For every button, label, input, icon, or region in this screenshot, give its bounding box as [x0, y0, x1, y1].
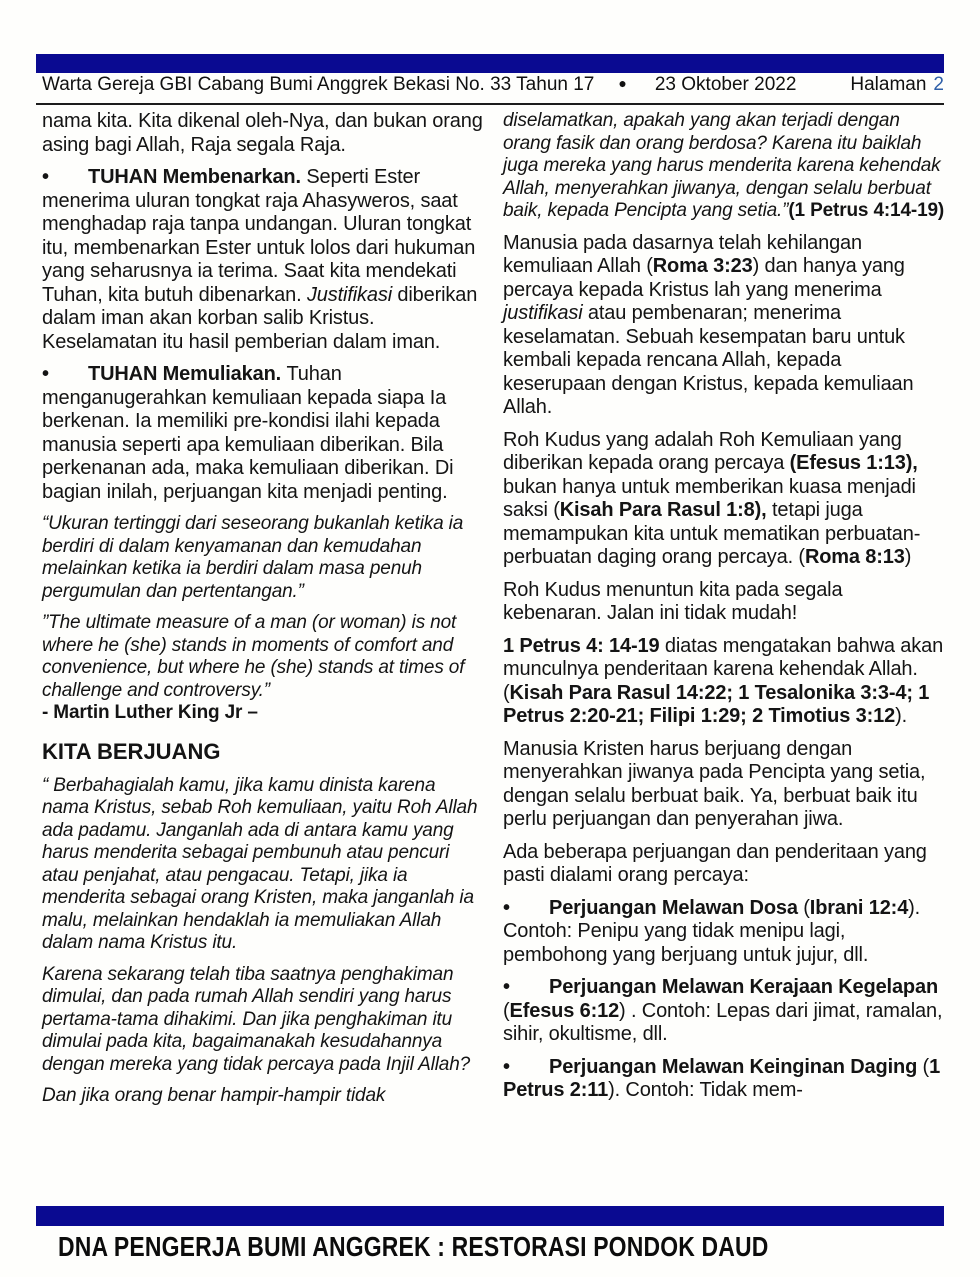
paragraph	[42, 110, 484, 157]
text-run: (	[803, 896, 810, 919]
quote-paragraph	[42, 612, 484, 725]
text-run: ) dan hanya yang percaya kepada Kristus lah yang menerima	[503, 255, 905, 301]
text-run: (	[503, 999, 510, 1022]
text-run: ”The ultimate measure of a man (or woman) is not where he (she) stands in moments of comfort and convenience, but where he (she) stands at times of challenge and controversy.”	[42, 612, 465, 701]
quote-paragraph	[42, 964, 484, 1077]
text-run: Justifikasi	[306, 283, 392, 306]
text-run: “Ukuran tertinggi dari seseorang bukanlah ketika ia berdiri di dalam kenyamanan dan kemudahan melainkan ketika ia berdiri dalam masa penuh pergumulan dan pertentangan.”	[42, 513, 464, 602]
text-run: Roma 3:23	[652, 255, 753, 277]
paragraph	[503, 841, 945, 888]
text-run: TUHAN Memuliakan.	[88, 363, 287, 385]
article-body	[42, 110, 945, 1117]
section-heading	[42, 740, 484, 764]
bullet-item	[42, 166, 484, 354]
text-run: diberikan dalam iman akan korban salib Kristus. Keselamatan itu hasil pemberian dalam iman.	[42, 283, 478, 353]
bullet-item	[503, 976, 945, 1047]
text-run: nama kita. Kita dikenal oleh-Nya, dan bukan orang asing bagi Allah, Raja segala Raja.	[42, 110, 483, 156]
text-run: Perjuangan Melawan Kerajaan Kegelapan	[549, 976, 939, 998]
text-run: Ibrani 12:4	[809, 896, 909, 919]
text-run: ). Contoh: Penipu yang tidak menipu lagi, pembohong yang berjuang untuk jujur, dll.	[503, 896, 921, 966]
text-run: Roh Kudus menuntun kita pada segala kebenaran. Jalan ini tidak mudah!	[503, 578, 843, 624]
bullet-item	[503, 897, 945, 968]
top-accent-bar	[36, 54, 944, 73]
page-indicator	[850, 74, 944, 96]
text-run: Efesus 6:12	[509, 999, 620, 1022]
bullet-marker: •	[503, 1055, 510, 1078]
header-separator-dot: ●	[618, 75, 627, 91]
paragraph	[503, 232, 945, 420]
bullet-item	[42, 363, 484, 504]
text-run: KITA BERJUANG	[42, 738, 221, 764]
text-run: 1 Petrus 2:11	[503, 1055, 941, 1101]
bottom-accent-bar	[36, 1206, 944, 1226]
text-run: Manusia pada dasarnya telah kehilangan kemuliaan Allah (	[503, 231, 863, 277]
text-run: bukan hanya untuk memberikan kuasa menjadi saksi (	[503, 475, 916, 521]
newsletter-title: Warta Gereja GBI Cabang Bumi Anggrek Bekasi No. 33 Tahun 17	[42, 74, 595, 95]
text-run: Seperti Ester menerima uluran tongkat raja Ahasyweros, saat menghadap raja tanpa undangan. Uluran tongkat itu, membenarkan Ester untuk lolos dari hukuman yang seharusnya ia terima. Saat kita mendekati Tuhan, kita butuh dibenarkan.	[42, 166, 476, 306]
page-label: Halaman	[850, 74, 927, 95]
page-number: 2	[933, 74, 944, 95]
text-run: 1 Petrus 4: 14-19	[503, 634, 660, 657]
paragraph	[503, 579, 945, 626]
footer-headline: DNA PENGERJA BUMI ANGGREK : RESTORASI PONDOK DAUD	[58, 1231, 769, 1262]
text-run: (Efesus 1:13),	[789, 452, 918, 474]
text-run: Manusia Kristen harus berjuang dengan menyerahkan jiwanya pada Pencipta yang setia, dengan selalu berbuat baik. Ya, berbuat baik itu perlu perjuangan dan penyerahan jiwa.	[503, 737, 926, 830]
bullet-marker: •	[42, 363, 49, 385]
text-run: ) . Contoh: Lepas dari jimat, ramalan, sihir, okultisme, dll.	[503, 999, 943, 1045]
text-run: Dan jika orang benar hampir-hampir tidak	[42, 1085, 386, 1106]
bullet-marker: •	[503, 976, 510, 998]
quote-paragraph	[42, 513, 484, 603]
text-run: ).	[895, 705, 907, 727]
text-run: Roh Kudus yang adalah Roh Kemuliaan yang diberikan kepada orang percaya	[503, 428, 902, 474]
quote-paragraph	[42, 1085, 484, 1108]
text-run: Roma 8:13	[804, 546, 905, 568]
quote-paragraph	[503, 110, 945, 223]
paragraph	[503, 429, 945, 570]
text-run: Karena sekarang telah tiba saatnya penghakiman dimulai, dan pada rumah Allah sendiri yang harus pertama-tama dihakimi. Dan jika penghakiman itu dimulai pada kita, bagaimanakah kesudahannya dengan mereka yang tidak percaya pada Injil Allah?	[42, 963, 471, 1075]
text-run: diatas mengatakan bahwa akan munculnya penderitaan karena kehendak Allah. (	[503, 634, 944, 704]
text-run: “ Berbahagialah kamu, jika kamu dinista karena nama Kristus, sebab Roh kemuliaan, yaitu Roh Allah ada padamu. Janganlah ada di antara kamu yang harus menderita sebagai pembunuh atau pencuri atau penjahat, atau pengacau. Tetapi, jika ia menderita sebagai orang Kristen, maka janganlah ia malu, melainkan hendaklah ia memuliakan Allah dalam nama Kristus itu.	[42, 774, 478, 953]
text-run: tetapi juga memampukan kita untuk mematikan perbuatan-perbuatan daging orang percaya. (	[503, 499, 921, 568]
text-run: (	[922, 1055, 930, 1078]
text-run: - Martin Luther King Jr –	[42, 702, 258, 723]
text-run: justifikasi	[503, 302, 583, 324]
paragraph	[503, 635, 945, 729]
left-column	[42, 110, 484, 1117]
text-run: Ada beberapa perjuangan dan penderitaan yang pasti dialami orang percaya:	[503, 840, 927, 886]
quote-paragraph	[42, 775, 484, 955]
text-run: Perjuangan Melawan Dosa	[549, 896, 804, 919]
paragraph	[503, 738, 945, 832]
page-header	[42, 74, 944, 101]
right-column	[503, 110, 945, 1117]
issue-date: 23 Oktober 2022	[654, 74, 797, 95]
text-run: ). Contoh: Tidak mem-	[608, 1079, 803, 1101]
text-run: (1 Petrus 4:14-19)	[788, 200, 945, 221]
text-run: Kisah Para Rasul 14:22; 1 Tesalonika 3:3-4; 1 Petrus 2:20-21; Filipi 1:29; 2 Timotius 3:12	[503, 681, 930, 727]
text-run: diselamatkan, apakah yang akan terjadi dengan orang fasik dan orang berdosa? Karena itu baiklah juga mereka yang harus menderita karena kehendak Allah, menyerahkan jiwanya, dengan selalu berbuat baik, kepada Pencipta yang setia.”	[503, 110, 941, 221]
text-run: Tuhan menganugerahkan kemuliaan kepada siapa Ia berkenan. Ia memiliki pre-kondisi ilahi kepada manusia seperti apa kemuliaan diberikan. Bila perkenanan ada, maka kemuliaan diberikan. Di bagian inilah, perjuangan kita menjadi penting.	[42, 363, 454, 503]
text-run: TUHAN Membenarkan.	[88, 166, 307, 188]
text-run: Kisah Para Rasul 1:8),	[559, 499, 767, 521]
bullet-item	[503, 1056, 945, 1103]
header-rule	[36, 103, 944, 105]
text-run: Perjuangan Melawan Keinginan Daging	[549, 1055, 923, 1078]
bullet-marker: •	[503, 896, 510, 919]
text-run: atau pembenaran; menerima keselamatan. Sebuah kesempatan baru untuk kembali kepada rencana Allah, kepada keserupaan dengan Kristus, kepada kemuliaan Allah.	[503, 302, 914, 418]
bullet-marker: •	[42, 166, 49, 188]
text-run: )	[904, 546, 912, 568]
